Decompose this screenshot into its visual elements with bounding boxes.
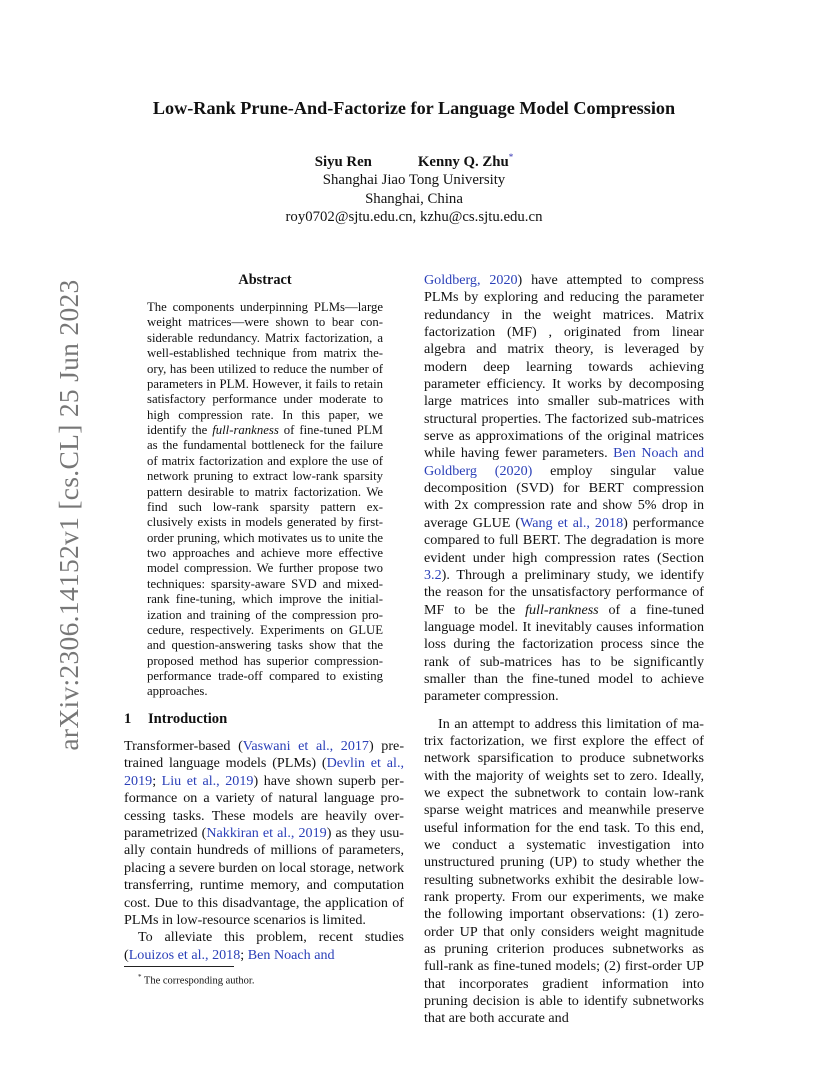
intro-paragraph-2-continued: Goldberg, 2020) have attempted to compress PLMs by exploring and reducing the parameter redundancy in the weight matrices. Matrix factorization (MF) , originated from linear algebra and matrix theory, is leveraged by modern deep learning towards achieving parameter efficiency. It works by decomposing large matrices into smaller sub-matrices with structural properties. The factorized sub-matrices serve as approximations of the original matrices while having fewer parameters. Ben Noach and Goldberg (2020) employ singular value decomposition (SVD) for BERT compression with 2x compression rate and show 5% drop in average GLUE (Wang et al., 2018) performance compared to full BERT. The degradation is more evident under high compression rates (Section 3.2). Through a preliminary study, we identify the reason for the unsatisfactory performance of MF to be the full-rankness of a fine-tuned language model. It inevitably causes information loss during the factorization process since the rank of sub-matrices has to be significantly smaller than the fine-tuned model to achieve parameter compression. xyxy=(424,272,705,705)
footnote-divider xyxy=(124,966,234,967)
citation-link[interactable]: Wang et al., 2018 xyxy=(520,514,624,531)
introduction-right-column xyxy=(424,272,704,1028)
intro-paragraph-3: In an attempt to address this limitation of matrix factorization, we first explore the effect of network sparsification to produce subnetworks with the majority of weights set to zero. Ideally, we expect the subnetwork to contain low-rank sparse weight matrices and meanwhile preserve useful information for the end task. To this end, we conduct a systematic investigation into unstructured pruning (UP) to study whether the resulting subnetworks exhibit the desirable low-rank property. From our experiments, we make the following important observations: (1) zero-order UP that only considers weight magnitude as pruning criterion produces subnetworks as full-rank as fine-tuned models; (2) first-order UP that incorporates gradient information into pruning decision is able to identify subnetworks that are both accurate and xyxy=(424,715,704,1027)
footnote-mark: * xyxy=(138,973,142,981)
abstract-body xyxy=(147,300,383,700)
footnote-text: The corresponding author. xyxy=(141,975,255,987)
arxiv-identifier: arXiv:2306.14152v1 [cs.CL] 25 Jun 2023 xyxy=(53,279,84,751)
author-2: Kenny Q. Zhu xyxy=(417,153,509,170)
citation-link[interactable]: Nakkiran et al., 2019 xyxy=(206,825,327,842)
introduction-left-column xyxy=(124,738,404,964)
citation-link[interactable]: Liu et al., 2019 xyxy=(161,772,254,789)
footnote xyxy=(138,971,254,988)
section-number: 1 xyxy=(124,711,132,727)
emphasis-text: full-rankness xyxy=(525,601,599,618)
abstract-text-2: of fine-tuned PLM as the fundamental bottleneck for the failure of matrix factorization and explore the use of network pruning to extract low-rank sparsity pattern desirable to matrix factorization. We find such low-rank sparsity pattern exclusively exists in models generated by first-order pruning, which motivates us to unite the two approaches and achieve more effective model compression. We further propose two techniques: sparsity-aware SVD and mixed-rank fine-tuning, which improve the initialization and training of the compression procedure, respectively. Experiments on GLUE and question-answering tasks show that the proposed method has superior compression-performance trade-off compared to existing approaches. xyxy=(147,423,384,699)
corresponding-author-mark[interactable]: * xyxy=(508,152,514,162)
section-title: Introduction xyxy=(148,711,228,727)
section-heading-introduction xyxy=(124,711,227,728)
abstract-text-1: The components underpinning PLMs—large weight matrices—were shown to bear considerable redundancy. Matrix factorization, a well-established technique from matrix theory, has been utilized to reduce the number of parameters in PLM. However, it fails to retain satisfactory performance under moderate to high compression rate. In this paper, we identify the xyxy=(147,300,383,437)
citation-link[interactable]: Goldberg, 2020 xyxy=(424,272,518,288)
abstract-emphasis: full-rankness xyxy=(212,423,279,437)
citation-link[interactable]: Ben Noach and Goldberg (2020) xyxy=(424,445,704,479)
author-1: Siyu Ren xyxy=(314,153,372,170)
author-names xyxy=(0,148,828,171)
citation-link[interactable]: Vaswani et al., 2017 xyxy=(242,738,369,754)
section-reference-link[interactable]: 3.2 xyxy=(424,566,442,583)
author-block xyxy=(0,148,828,227)
citation-link[interactable]: Ben Noach and xyxy=(247,946,335,963)
paper-title: Low-Rank Prune-And-Factorize for Language Model Compression xyxy=(152,98,676,118)
abstract-heading: Abstract xyxy=(238,272,292,288)
citation-link[interactable]: Devlin et al., 2019 xyxy=(124,755,404,789)
intro-paragraph-2: To alleviate this problem, recent studies (Louizos et al., 2018; Ben Noach and xyxy=(124,929,404,963)
intro-paragraph-1: Transformer-based (Vaswani et al., 2017) pretrained language models (PLMs) (Devlin et al., 2019; Liu et al., 2019) have shown superb performance on a variety of natural language processing tasks. These models are heavily overparametrized (Nakkiran et al., 2019) as they usually contain hundreds of millions of parameters, placing a severe burden on local storage, network transferring, runtime memory, and computation cost. Due to this disadvantage, the application of PLMs in low-resource scenarios is limited. xyxy=(124,738,405,929)
citation-link[interactable]: Louizos et al., 2018 xyxy=(128,946,241,963)
affiliation: Shanghai Jiao Tong University xyxy=(322,172,506,189)
author-emails: roy0702@sjtu.edu.cn, kzhu@cs.sjtu.edu.cn xyxy=(285,209,543,226)
location: Shanghai, China xyxy=(365,190,463,207)
arxiv-sidebar xyxy=(51,279,87,751)
